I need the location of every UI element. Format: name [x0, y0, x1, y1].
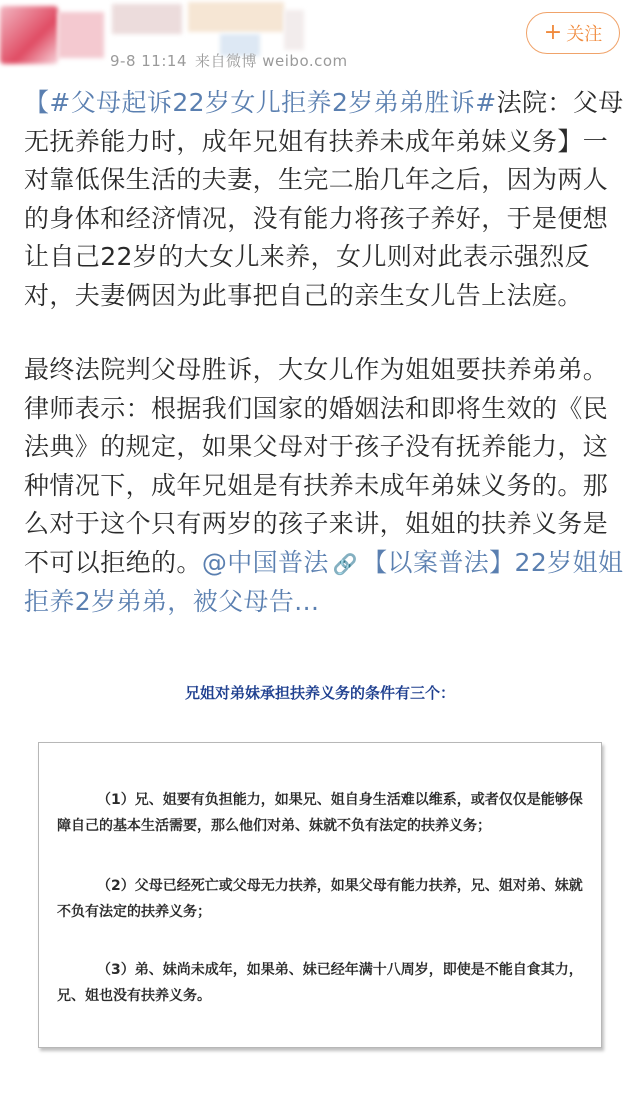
blurred-avatar[interactable]: [0, 6, 58, 64]
post-time: 9-8 11:14: [110, 52, 187, 70]
condition-item: （2）父母已经死亡或父母无力扶养，如果父母有能力扶养，兄、姐对弟、妹就不负有法定的扶养义务；: [57, 878, 583, 920]
blurred-username[interactable]: [112, 4, 182, 34]
post-paragraph-2: [24, 351, 624, 622]
blurred-username-part: [188, 2, 284, 32]
blurred-avatar-part: [58, 12, 104, 58]
post-paragraph-2-text: 最终法院判父母胜诉，大女儿作为姐姐要扶养弟弟。律师表示：根据我们国家的婚姻法和即将生效的《民法典》的规定，如果父母对于孩子没有抚养能力，这种情况下，成年兄姐是有扶养未成年弟妹义务的。那么对于这个只有两岁的孩子来讲，姐姐的扶养义务是不可以拒绝的。: [24, 355, 609, 577]
post-header: [0, 0, 640, 80]
post-paragraph-1-text: 法院：父母无抚养能力时，成年兄姐有扶养未成年弟妹义务】一对靠低保生活的夫妻，生完二胎几年之后，因为两人的身体和经济情况，没有能力将孩子养好，于是便想让自己22岁的大女儿来养，女儿则对此表示强烈反对，夫妻俩因为此事把自己的亲生女儿告上法庭。: [24, 88, 624, 310]
plus-icon: +: [543, 20, 563, 45]
condition-item: （3）弟、妹尚未成年，如果弟、妹已经年满十八周岁，即使是不能自食其力，兄、姐也没有扶养义务。: [57, 962, 583, 1004]
embed-title: 兄姐对弟妹承担扶养义务的条件有三个：: [184, 684, 455, 702]
follow-label: 关注: [566, 24, 603, 45]
article-link[interactable]: 【以案普法】22岁姐姐拒养2岁弟弟，被父母告...: [24, 547, 624, 616]
link-icon: 🔗: [332, 551, 359, 576]
post-meta: [110, 50, 356, 71]
post-body: [24, 84, 624, 622]
post-paragraph-1: [24, 84, 624, 315]
follow-button[interactable]: [526, 12, 620, 54]
condition-item: （1）兄、姐要有负担能力，如果兄、姐自身生活难以维系，或者仅仅是能够保障自己的基本生活需要，那么他们对弟、妹就不负有法定的扶养义务；: [57, 792, 583, 834]
blurred-badge-part: [284, 10, 304, 50]
embedded-image[interactable]: [0, 660, 640, 1093]
hashtag-link[interactable]: 【#父母起诉22岁女儿拒养2岁弟弟胜诉#: [24, 88, 497, 117]
post-source: 来自微博 weibo.com: [195, 52, 348, 70]
mention-link[interactable]: @中国普法: [201, 547, 329, 577]
document-box: [38, 742, 602, 1048]
